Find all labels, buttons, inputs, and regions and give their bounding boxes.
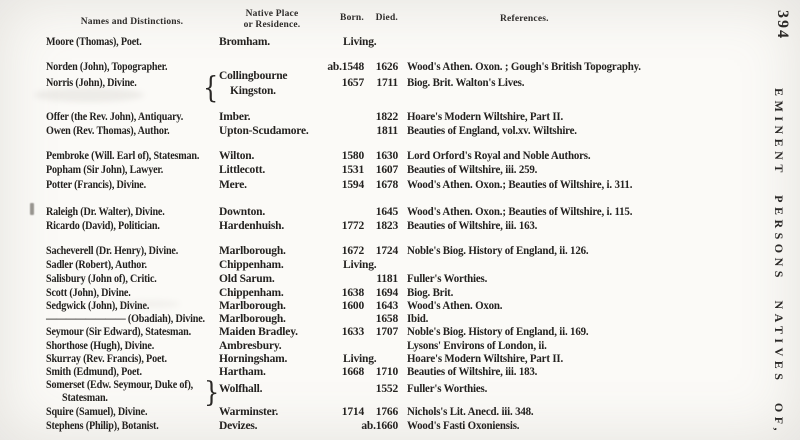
name-cell: Offer (the Rev. John), Antiquary.	[46, 111, 184, 123]
place-cell: Hartham.	[219, 366, 266, 378]
brace-glyph: {	[203, 70, 219, 105]
born-cell: 1580	[341, 150, 364, 162]
place-cell: Devizes.	[219, 420, 258, 432]
name-cell: Sadler (Robert), Author.	[46, 259, 147, 271]
died-cell: 1630	[375, 150, 398, 162]
table-row	[0, 245, 760, 259]
table-row	[0, 273, 760, 287]
name-cell: Seymour (Sir Edward), Statesman.	[46, 326, 191, 338]
place-cell-line2: Kingston.	[230, 85, 276, 97]
reference-cell: Wood's Fasti Oxoniensis.	[407, 420, 520, 432]
died-cell: ab.1660	[361, 420, 398, 432]
reference-cell: Beauties of Wiltshire, iii. 183.	[407, 366, 538, 378]
died-cell: 1678	[375, 179, 398, 191]
reference-cell: Noble's Biog. History of England, ii. 126.	[407, 245, 589, 257]
reference-cell: Beauties of Wiltshire, iii. 163.	[407, 220, 538, 232]
place-cell: Imber.	[219, 111, 251, 123]
died-cell: 1707	[375, 326, 398, 338]
place-cell: Downton.	[219, 206, 266, 218]
names-column-header: Names and Distinctions.	[80, 17, 184, 27]
reference-cell: Fuller's Worthies.	[407, 383, 488, 395]
name-cell: Shorthose (Hugh), Divine.	[46, 340, 155, 352]
page-number: 394	[774, 10, 791, 40]
died-cell: 1766	[375, 406, 398, 418]
table-row	[0, 313, 760, 327]
place-cell: Warminster.	[219, 406, 279, 418]
place-cell: Wolfhall.	[219, 383, 263, 395]
died-cell: 1823	[375, 220, 398, 232]
born-cell: 1600	[341, 300, 364, 312]
reference-cell: Nichols's Lit. Anecd. iii. 348.	[407, 406, 534, 418]
table-row	[0, 340, 760, 354]
name-cell-line2: Statesman.	[62, 392, 108, 404]
table-row	[0, 125, 760, 139]
place-cell: Chippenham.	[219, 287, 284, 299]
living-cell: Living.	[343, 353, 377, 365]
place-cell: Upton-Scudamore.	[219, 125, 309, 137]
died-cell: 1822	[375, 111, 398, 123]
place-column-header-line2: or Residence.	[243, 20, 301, 30]
place-cell: Littlecott.	[219, 164, 266, 176]
name-cell: Raleigh (Dr. Walter), Divine.	[46, 206, 165, 218]
place-cell: Hardenhuish.	[219, 220, 285, 232]
died-cell: 1552	[375, 383, 398, 395]
died-cell: 1711	[376, 77, 398, 89]
table-row	[0, 179, 760, 193]
name-cell: Salisbury (John of), Critic.	[46, 273, 157, 285]
born-cell: 1531	[341, 164, 364, 176]
died-cell: 1645	[375, 206, 398, 218]
name-cell: Owen (Rev. Thomas), Author.	[46, 125, 170, 137]
name-cell: Somerset (Edw. Seymour, Duke of),	[46, 379, 194, 391]
place-column-header-line1: Native Place	[245, 9, 299, 19]
reference-cell: Hoare's Modern Wiltshire, Part II.	[407, 353, 563, 365]
died-cell: 1607	[375, 164, 398, 176]
died-cell: 1181	[376, 273, 398, 285]
reference-cell: Noble's Biog. History of England, ii. 169.	[407, 326, 589, 338]
table-row	[0, 259, 760, 273]
died-cell: 1626	[375, 61, 398, 73]
name-cell: Norris (John), Divine.	[46, 77, 137, 89]
table-row	[0, 353, 760, 367]
died-cell: 1658	[375, 313, 398, 325]
died-cell: 1643	[375, 300, 398, 312]
place-cell: Mere.	[219, 179, 247, 191]
name-cell: Sacheverell (Dr. Henry), Divine.	[46, 245, 179, 257]
table-row	[0, 287, 760, 301]
margin-running-title: EMINENT PERSONS NATIVES OF,	[772, 88, 786, 435]
name-cell: Popham (Sir John), Lawyer.	[46, 164, 164, 176]
table-row	[0, 366, 760, 380]
reference-cell: Lord Orford's Royal and Noble Authors.	[407, 150, 591, 162]
brace-glyph: }	[204, 376, 220, 409]
born-column-header: Born.	[340, 13, 364, 23]
reference-cell: Biog. Brit.	[407, 287, 454, 299]
living-cell: Living.	[343, 259, 377, 271]
place-cell: Bromham.	[219, 36, 270, 48]
table-row	[0, 206, 760, 220]
living-cell: Living.	[343, 36, 377, 48]
reference-cell: Wood's Athen. Oxon.; Beauties of Wiltshire, i. 115.	[407, 206, 633, 218]
table-row	[0, 61, 760, 75]
name-cell: Squire (Samuel), Divine.	[46, 406, 148, 418]
name-cell: Moore (Thomas), Poet.	[46, 36, 142, 48]
table-row	[0, 220, 760, 234]
name-cell: Ricardo (David), Politician.	[46, 220, 160, 232]
table-row	[0, 326, 760, 340]
died-cell: 1724	[375, 245, 398, 257]
reference-cell: Fuller's Worthies.	[407, 273, 488, 285]
reference-cell: Lysons' Environs of London, ii.	[407, 340, 547, 352]
born-cell: 1638	[341, 287, 364, 299]
name-cell: Smith (Edmund), Poet.	[46, 366, 142, 378]
born-cell: 1772	[341, 220, 364, 232]
table-row	[0, 420, 760, 434]
table-row	[0, 300, 760, 314]
place-cell: Chippenham.	[219, 259, 284, 271]
reference-cell: Beauties of England, vol.xv. Wiltshire.	[407, 125, 577, 137]
place-cell: Old Sarum.	[219, 273, 275, 285]
died-column-header: Died.	[375, 13, 398, 23]
born-cell: 1594	[341, 179, 364, 191]
reference-cell: Wood's Athen. Oxon.	[407, 300, 503, 312]
born-cell: 1714	[341, 406, 364, 418]
place-cell: Ambresbury.	[219, 340, 282, 352]
born-cell: 1672	[341, 245, 364, 257]
place-cell: Horningsham.	[219, 353, 288, 365]
died-cell: 1710	[375, 366, 398, 378]
born-cell: 1657	[341, 77, 364, 89]
name-cell: Sedgwick (John), Divine.	[46, 300, 150, 312]
born-cell: ab.1548	[327, 61, 364, 73]
name-cell: Potter (Francis), Divine.	[46, 179, 146, 191]
died-cell: 1811	[376, 125, 398, 137]
table-row	[0, 70, 760, 105]
name-cell: Pembroke (Will. Earl of), Statesman.	[46, 150, 200, 162]
reference-cell: Ibid.	[407, 313, 429, 325]
table-row	[0, 376, 760, 409]
died-cell: 1694	[375, 287, 398, 299]
place-cell: Maiden Bradley.	[219, 326, 298, 338]
reference-cell: Hoare's Modern Wiltshire, Part II.	[407, 111, 563, 123]
name-cell: Skurray (Rev. Francis), Poet.	[46, 353, 167, 365]
table-row	[0, 164, 760, 178]
table-row	[0, 111, 760, 125]
name-cell: Stephens (Philip), Botanist.	[46, 420, 159, 432]
references-column-header: References.	[500, 14, 549, 24]
reference-cell: Wood's Athen. Oxon. ; Gough's British Topography.	[407, 61, 641, 73]
born-cell: 1633	[341, 326, 364, 338]
reference-cell: Wood's Athen. Oxon.; Beauties of Wiltshire, i. 311.	[407, 179, 633, 191]
table-row	[0, 36, 760, 50]
place-cell: Marlborough.	[219, 245, 286, 257]
reference-cell: Biog. Brit. Walton's Lives.	[407, 77, 525, 89]
name-cell-ditto-dash: ———————— (Obadiah), Divine.	[46, 313, 205, 325]
place-cell: Marlborough.	[219, 300, 286, 312]
place-cell: Collingbourne	[219, 70, 288, 82]
table-row	[0, 150, 760, 164]
name-cell: Scott (John), Divine.	[46, 287, 131, 299]
born-cell: 1668	[341, 366, 364, 378]
name-cell: Norden (John), Topographer.	[46, 61, 168, 73]
place-cell: Wilton.	[219, 150, 255, 162]
reference-cell: Beauties of Wiltshire, iii. 259.	[407, 164, 538, 176]
table-row	[0, 406, 760, 420]
place-cell: Marlborough.	[219, 313, 286, 325]
